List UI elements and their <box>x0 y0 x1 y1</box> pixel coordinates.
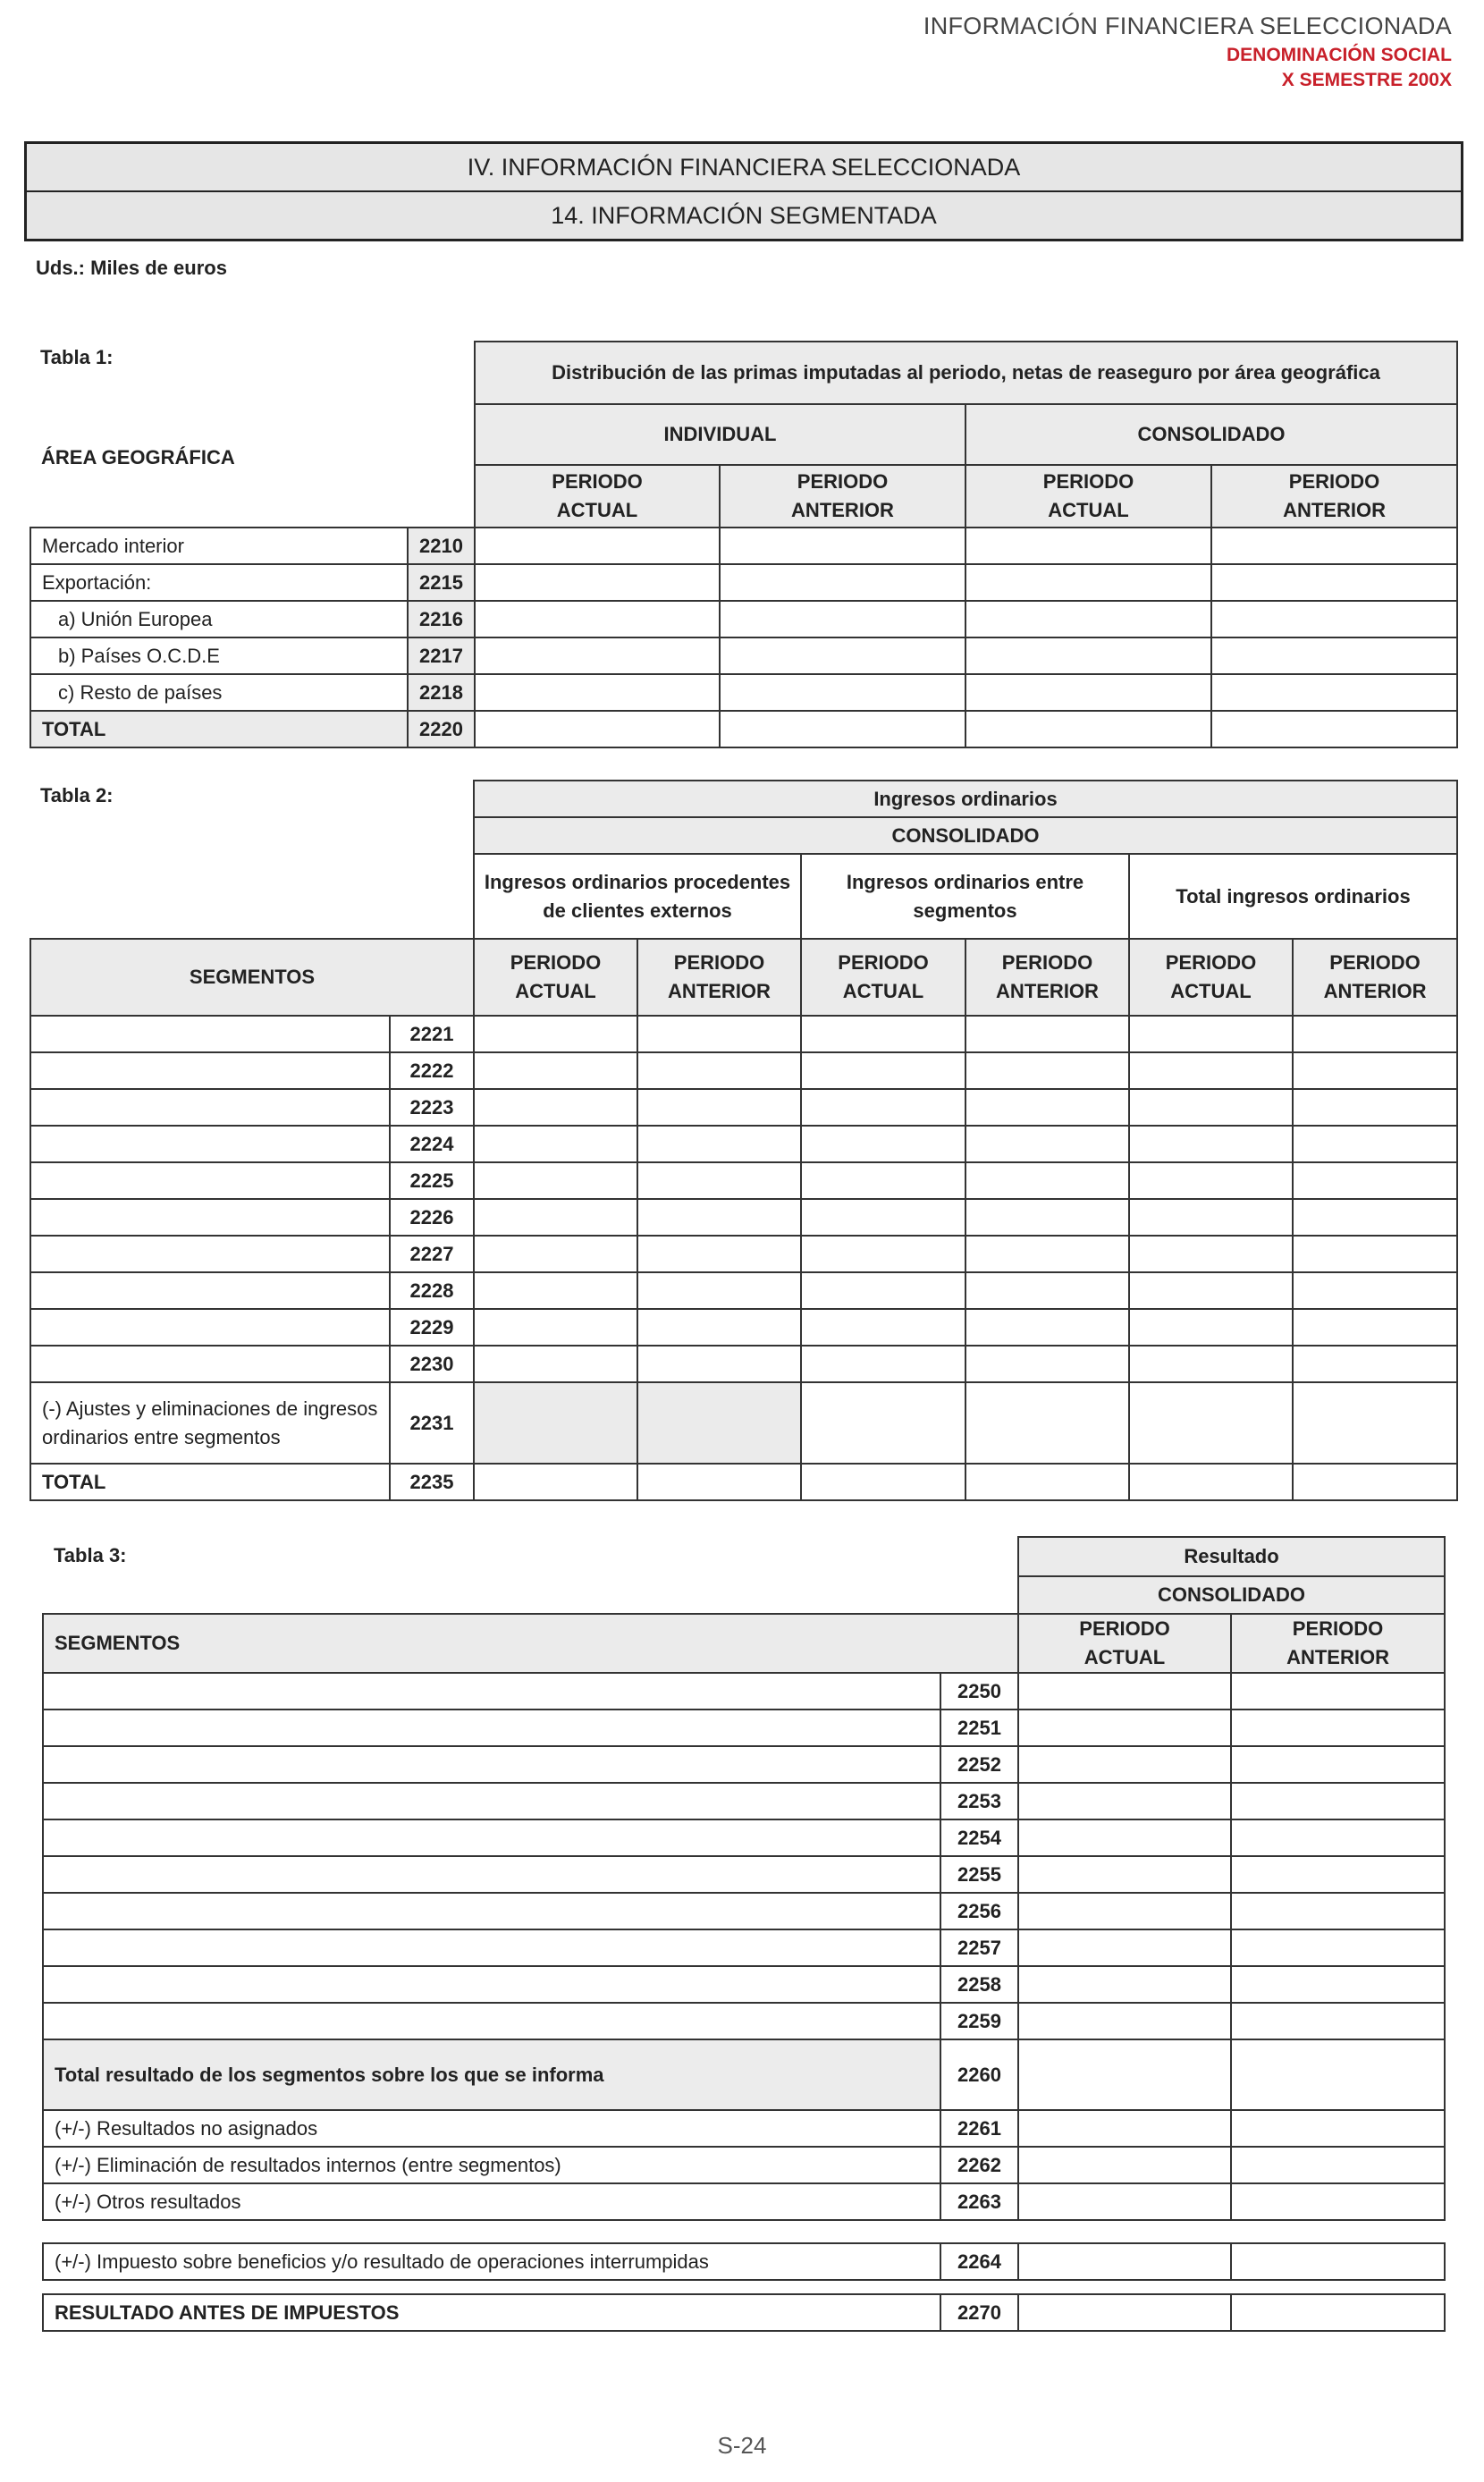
input-cell[interactable] <box>1293 1089 1457 1126</box>
input-cell[interactable] <box>1293 1309 1457 1346</box>
input-cell[interactable] <box>1231 1893 1445 1929</box>
disabled-cell <box>637 1382 801 1464</box>
input-cell[interactable] <box>1231 1746 1445 1783</box>
input-cell[interactable] <box>1211 564 1457 601</box>
row-code: 2227 <box>390 1236 474 1272</box>
row-code: 2224 <box>390 1126 474 1162</box>
input-cell[interactable] <box>474 1309 637 1346</box>
row-label: Exportación: <box>30 564 408 601</box>
impuesto-table <box>42 2242 1446 2281</box>
input-cell[interactable] <box>965 1236 1129 1272</box>
segment-name-cell[interactable] <box>43 1673 940 1710</box>
input-cell[interactable] <box>1231 1929 1445 1966</box>
input-cell[interactable] <box>720 711 965 747</box>
row-code: 2252 <box>940 1746 1018 1783</box>
input-cell[interactable] <box>1293 1126 1457 1162</box>
input-cell[interactable] <box>965 1162 1129 1199</box>
row-code: 2221 <box>390 1016 474 1052</box>
input-cell[interactable] <box>1018 1893 1231 1929</box>
input-cell[interactable] <box>474 1089 637 1126</box>
period-header: PERIODO ACTUAL <box>1018 1614 1231 1673</box>
period-header: PERIODO ANTERIOR <box>1231 1614 1445 1673</box>
tabla1-label: Tabla 1: <box>40 346 114 368</box>
input-cell[interactable] <box>1018 1710 1231 1746</box>
input-cell[interactable] <box>1231 2183 1445 2220</box>
subsection-title: 14. INFORMACIÓN SEGMENTADA <box>27 190 1461 239</box>
input-cell[interactable] <box>1211 711 1457 747</box>
input-cell[interactable] <box>475 711 720 747</box>
input-cell[interactable] <box>965 1272 1129 1309</box>
tabla3-consolidado: CONSOLIDADO <box>1018 1576 1445 1614</box>
tabla1 <box>30 341 1458 748</box>
row-label: Mercado interior <box>30 528 408 564</box>
row-code: 2231 <box>390 1382 474 1464</box>
input-cell[interactable] <box>1129 1052 1293 1089</box>
input-cell[interactable] <box>637 1272 801 1309</box>
input-cell[interactable] <box>965 1089 1129 1126</box>
row-code: 2259 <box>940 2003 1018 2039</box>
input-cell[interactable] <box>965 1052 1129 1089</box>
table-row <box>43 1673 1445 1710</box>
tabla3-label: Tabla 3: <box>54 1544 127 1566</box>
period-header: PERIODO ACTUAL <box>801 939 965 1016</box>
period-header: PERIODO ANTERIOR <box>637 939 801 1016</box>
input-cell[interactable] <box>1211 601 1457 637</box>
rai-label: RESULTADO ANTES DE IMPUESTOS <box>43 2294 940 2331</box>
input-cell[interactable] <box>1231 2003 1445 2039</box>
input-cell[interactable] <box>1129 1126 1293 1162</box>
input-cell[interactable] <box>965 1464 1129 1500</box>
input-cell[interactable] <box>474 1236 637 1272</box>
input-cell[interactable] <box>801 1016 965 1052</box>
input-cell[interactable] <box>637 1309 801 1346</box>
input-cell[interactable] <box>1018 1929 1231 1966</box>
input-cell[interactable] <box>1018 1856 1231 1893</box>
input-cell[interactable] <box>1018 2039 1231 2110</box>
input-cell[interactable] <box>474 1162 637 1199</box>
input-cell[interactable] <box>965 528 1211 564</box>
row-label: (+/-) Otros resultados <box>43 2183 940 2220</box>
segment-name-cell[interactable] <box>43 1856 940 1893</box>
input-cell[interactable] <box>1018 2003 1231 2039</box>
input-cell[interactable] <box>1231 1783 1445 1819</box>
input-cell[interactable] <box>1231 2294 1445 2331</box>
input-cell[interactable] <box>1293 1199 1457 1236</box>
row-code: 2226 <box>390 1199 474 1236</box>
row-code: 2262 <box>940 2147 1018 2183</box>
row-code: 2258 <box>940 1966 1018 2003</box>
table-row <box>43 2003 1445 2039</box>
input-cell[interactable] <box>637 1126 801 1162</box>
input-cell[interactable] <box>1293 1016 1457 1052</box>
period-header: PERIODO ACTUAL <box>1129 939 1293 1016</box>
input-cell[interactable] <box>474 1052 637 1089</box>
input-cell[interactable] <box>1211 528 1457 564</box>
table-row <box>43 1856 1445 1893</box>
input-cell[interactable] <box>1293 1464 1457 1500</box>
ajustes-label: (-) Ajustes y eliminaciones de ingresos ordinarios entre segmentos <box>30 1382 390 1464</box>
input-cell[interactable] <box>1129 1272 1293 1309</box>
input-cell[interactable] <box>637 1089 801 1126</box>
input-cell[interactable] <box>1231 1856 1445 1893</box>
input-cell[interactable] <box>720 564 965 601</box>
segment-name-cell[interactable] <box>30 1126 390 1162</box>
impuesto-label: (+/-) Impuesto sobre beneficios y/o resultado de operaciones interrumpidas <box>43 2243 940 2280</box>
tabla1-caption: Distribución de las primas imputadas al periodo, netas de reaseguro por área geográfica <box>475 342 1457 404</box>
table-row <box>43 1966 1445 2003</box>
table-row <box>43 1710 1445 1746</box>
input-cell[interactable] <box>1211 674 1457 711</box>
period-header: PERIODO ACTUAL <box>965 465 1211 528</box>
units-label: Uds.: Miles de euros <box>36 257 227 279</box>
tabla2-group-entre: Ingresos ordinarios entre segmentos <box>801 854 1129 939</box>
segment-name-cell[interactable] <box>43 1929 940 1966</box>
input-cell[interactable] <box>965 674 1211 711</box>
table-row <box>30 1052 1457 1089</box>
input-cell[interactable] <box>1018 2110 1231 2147</box>
segment-name-cell[interactable] <box>30 1199 390 1236</box>
input-cell[interactable] <box>1231 1966 1445 2003</box>
tabla2-label: Tabla 2: <box>40 784 114 806</box>
input-cell[interactable] <box>965 1309 1129 1346</box>
row-code: 2225 <box>390 1162 474 1199</box>
table-row <box>30 1346 1457 1382</box>
row-code: 2260 <box>940 2039 1018 2110</box>
disabled-cell <box>474 1382 637 1464</box>
section-title: IV. INFORMACIÓN FINANCIERA SELECCIONADA <box>27 144 1461 190</box>
input-cell[interactable] <box>801 1052 965 1089</box>
input-cell[interactable] <box>1129 1464 1293 1500</box>
input-cell[interactable] <box>637 1199 801 1236</box>
row-code: 2210 <box>408 528 475 564</box>
input-cell[interactable] <box>965 711 1211 747</box>
page-number: S-24 <box>717 2432 767 2459</box>
table-row <box>30 1236 1457 1272</box>
row-code: 2257 <box>940 1929 1018 1966</box>
segment-name-cell[interactable] <box>43 1966 940 2003</box>
table-row <box>43 1819 1445 1856</box>
row-label: (+/-) Resultados no asignados <box>43 2110 940 2147</box>
table-row <box>30 1199 1457 1236</box>
input-cell[interactable] <box>1293 1346 1457 1382</box>
row-code: 2270 <box>940 2294 1018 2331</box>
segment-name-cell[interactable] <box>30 1236 390 1272</box>
input-cell[interactable] <box>801 1236 965 1272</box>
period-header: PERIODO ANTERIOR <box>965 939 1129 1016</box>
input-cell[interactable] <box>475 564 720 601</box>
input-cell[interactable] <box>1231 2110 1445 2147</box>
row-label: a) Unión Europea <box>30 601 408 637</box>
row-code: 2264 <box>940 2243 1018 2280</box>
input-cell[interactable] <box>474 1199 637 1236</box>
input-cell[interactable] <box>637 1236 801 1272</box>
tabla1-individual: INDIVIDUAL <box>475 404 965 465</box>
tabla3 <box>42 1536 1446 2221</box>
table-row <box>30 1162 1457 1199</box>
row-code: 2215 <box>408 564 475 601</box>
input-cell[interactable] <box>720 637 965 674</box>
input-cell[interactable] <box>475 674 720 711</box>
row-code: 2235 <box>390 1464 474 1500</box>
input-cell[interactable] <box>965 1382 1129 1464</box>
input-cell[interactable] <box>1231 1819 1445 1856</box>
input-cell[interactable] <box>801 1346 965 1382</box>
input-cell[interactable] <box>1018 1819 1231 1856</box>
row-code: 2261 <box>940 2110 1018 2147</box>
input-cell[interactable] <box>801 1464 965 1500</box>
input-cell[interactable] <box>1129 1162 1293 1199</box>
segment-name-cell[interactable] <box>30 1052 390 1089</box>
segment-name-cell[interactable] <box>43 1710 940 1746</box>
input-cell[interactable] <box>1018 2183 1231 2220</box>
tabla3-caption: Resultado <box>1018 1537 1445 1576</box>
tabla2-caption: Ingresos ordinarios <box>474 781 1457 817</box>
table-row <box>30 1089 1457 1126</box>
row-code: 2256 <box>940 1893 1018 1929</box>
segment-name-cell[interactable] <box>30 1162 390 1199</box>
section-banner <box>24 141 1463 241</box>
input-cell[interactable] <box>965 637 1211 674</box>
input-cell[interactable] <box>965 1016 1129 1052</box>
period-header: PERIODO ANTERIOR <box>720 465 965 528</box>
tabla1-area-header: ÁREA GEOGRÁFICA <box>41 445 235 469</box>
input-cell[interactable] <box>1129 1016 1293 1052</box>
input-cell[interactable] <box>637 1162 801 1199</box>
input-cell[interactable] <box>1018 1746 1231 1783</box>
input-cell[interactable] <box>801 1089 965 1126</box>
row-code: 2230 <box>390 1346 474 1382</box>
input-cell[interactable] <box>1018 2147 1231 2183</box>
total-label: TOTAL <box>30 1464 390 1500</box>
segment-name-cell[interactable] <box>43 1819 940 1856</box>
table-row <box>43 1746 1445 1783</box>
input-cell[interactable] <box>965 601 1211 637</box>
row-code: 2228 <box>390 1272 474 1309</box>
period-header: PERIODO ACTUAL <box>474 939 637 1016</box>
table-row <box>43 1783 1445 1819</box>
row-code: 2254 <box>940 1819 1018 1856</box>
table-row <box>43 1929 1445 1966</box>
table-row <box>30 1126 1457 1162</box>
segment-name-cell[interactable] <box>43 1746 940 1783</box>
input-cell[interactable] <box>1129 1089 1293 1126</box>
input-cell[interactable] <box>801 1126 965 1162</box>
input-cell[interactable] <box>965 1126 1129 1162</box>
row-label: c) Resto de países <box>30 674 408 711</box>
row-code: 2250 <box>940 1673 1018 1710</box>
input-cell[interactable] <box>720 601 965 637</box>
input-cell[interactable] <box>1231 1710 1445 1746</box>
input-cell[interactable] <box>1293 1272 1457 1309</box>
input-cell[interactable] <box>1018 1966 1231 2003</box>
tabla2-group-externos: Ingresos ordinarios procedentes de clientes externos <box>474 854 801 939</box>
input-cell[interactable] <box>1129 1382 1293 1464</box>
segment-name-cell[interactable] <box>30 1272 390 1309</box>
tabla2-consolidado: CONSOLIDADO <box>474 817 1457 854</box>
input-cell[interactable] <box>1129 1199 1293 1236</box>
tabla2 <box>30 780 1458 1501</box>
input-cell[interactable] <box>965 1199 1129 1236</box>
input-cell[interactable] <box>474 1346 637 1382</box>
input-cell[interactable] <box>1293 1052 1457 1089</box>
row-code: 2216 <box>408 601 475 637</box>
segment-name-cell[interactable] <box>30 1309 390 1346</box>
input-cell[interactable] <box>1211 637 1457 674</box>
header-title: INFORMACIÓN FINANCIERA SELECCIONADA <box>923 13 1452 39</box>
period-header: PERIODO ANTERIOR <box>1293 939 1457 1016</box>
tabla3-segmentos-header: SEGMENTOS <box>43 1614 1018 1673</box>
input-cell[interactable] <box>637 1346 801 1382</box>
table-row <box>43 1893 1445 1929</box>
tabla2-segmentos-header: SEGMENTOS <box>30 939 474 1016</box>
input-cell[interactable] <box>801 1162 965 1199</box>
company-name: DENOMINACIÓN SOCIAL <box>1227 45 1452 65</box>
input-cell[interactable] <box>1231 2243 1445 2280</box>
input-cell[interactable] <box>1129 1346 1293 1382</box>
input-cell[interactable] <box>801 1199 965 1236</box>
input-cell[interactable] <box>1018 2294 1231 2331</box>
input-cell[interactable] <box>1231 1673 1445 1710</box>
segment-name-cell[interactable] <box>43 1783 940 1819</box>
input-cell[interactable] <box>637 1464 801 1500</box>
input-cell[interactable] <box>801 1272 965 1309</box>
table-row <box>30 1016 1457 1052</box>
input-cell[interactable] <box>474 1126 637 1162</box>
input-cell[interactable] <box>1293 1162 1457 1199</box>
row-code: 2222 <box>390 1052 474 1089</box>
row-code: 2253 <box>940 1783 1018 1819</box>
input-cell[interactable] <box>474 1464 637 1500</box>
tabla1-consolidado: CONSOLIDADO <box>965 404 1457 465</box>
input-cell[interactable] <box>1231 2039 1445 2110</box>
input-cell[interactable] <box>1018 1673 1231 1710</box>
total-label: TOTAL <box>30 711 408 747</box>
row-code: 2217 <box>408 637 475 674</box>
row-code: 2218 <box>408 674 475 711</box>
row-label: (+/-) Eliminación de resultados internos (entre segmentos) <box>43 2147 940 2183</box>
input-cell[interactable] <box>720 528 965 564</box>
table-row <box>30 1272 1457 1309</box>
row-label: b) Países O.C.D.E <box>30 637 408 674</box>
input-cell[interactable] <box>475 637 720 674</box>
input-cell[interactable] <box>637 1016 801 1052</box>
tabla2-group-total: Total ingresos ordinarios <box>1129 854 1457 939</box>
input-cell[interactable] <box>965 564 1211 601</box>
segment-name-cell[interactable] <box>30 1016 390 1052</box>
period-label: X SEMESTRE 200X <box>1281 70 1452 90</box>
input-cell[interactable] <box>965 1346 1129 1382</box>
input-cell[interactable] <box>637 1052 801 1089</box>
row-label: Total resultado de los segmentos sobre los que se informa <box>43 2039 940 2110</box>
input-cell[interactable] <box>474 1016 637 1052</box>
input-cell[interactable] <box>1293 1236 1457 1272</box>
table-row <box>30 1309 1457 1346</box>
input-cell[interactable] <box>1129 1309 1293 1346</box>
input-cell[interactable] <box>475 601 720 637</box>
input-cell[interactable] <box>1293 1382 1457 1464</box>
row-code: 2251 <box>940 1710 1018 1746</box>
segment-name-cell[interactable] <box>30 1346 390 1382</box>
rai-table <box>42 2293 1446 2332</box>
input-cell[interactable] <box>801 1382 965 1464</box>
input-cell[interactable] <box>1129 1236 1293 1272</box>
input-cell[interactable] <box>474 1272 637 1309</box>
input-cell[interactable] <box>1018 2243 1231 2280</box>
input-cell[interactable] <box>801 1309 965 1346</box>
row-code: 2263 <box>940 2183 1018 2220</box>
row-code: 2220 <box>408 711 475 747</box>
input-cell[interactable] <box>475 528 720 564</box>
segment-name-cell[interactable] <box>30 1089 390 1126</box>
period-header: PERIODO ACTUAL <box>475 465 720 528</box>
input-cell[interactable] <box>720 674 965 711</box>
input-cell[interactable] <box>1018 1783 1231 1819</box>
segment-name-cell[interactable] <box>43 1893 940 1929</box>
row-code: 2223 <box>390 1089 474 1126</box>
segment-name-cell[interactable] <box>43 2003 940 2039</box>
row-code: 2229 <box>390 1309 474 1346</box>
input-cell[interactable] <box>1231 2147 1445 2183</box>
row-code: 2255 <box>940 1856 1018 1893</box>
period-header: PERIODO ANTERIOR <box>1211 465 1457 528</box>
